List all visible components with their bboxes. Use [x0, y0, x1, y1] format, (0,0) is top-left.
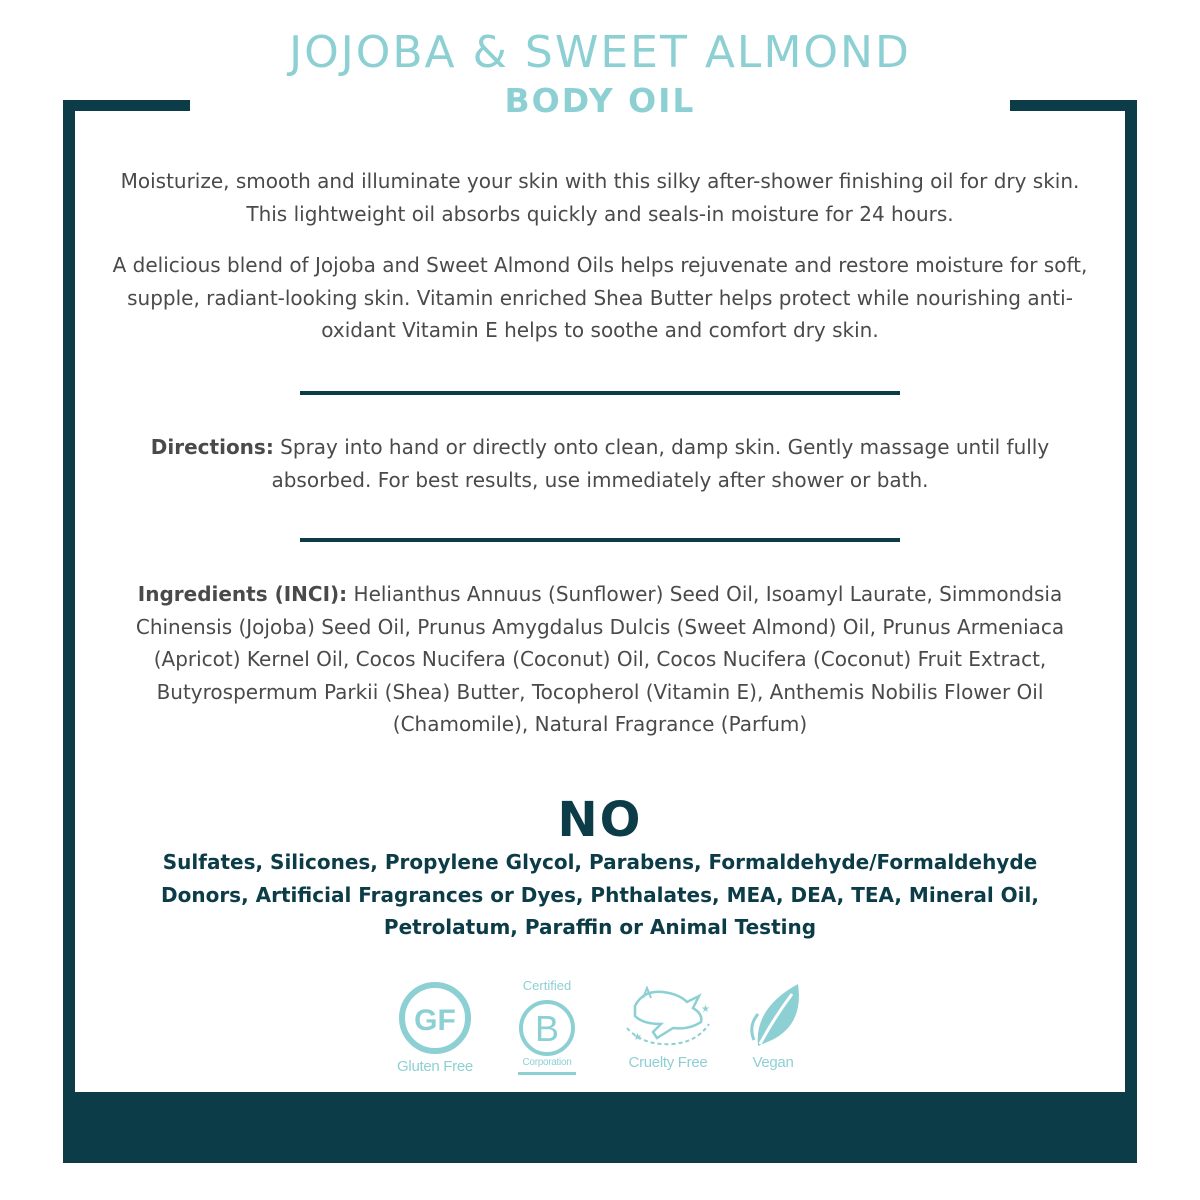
ingredients-label: Ingredients (INCI):: [137, 582, 348, 606]
badge-label: Gluten Free: [397, 1058, 473, 1075]
badge-mark: GF: [414, 1004, 456, 1037]
frame-right-bar: [1125, 100, 1137, 1100]
description-paragraph-1: Moisturize, smooth and illuminate your skin with this silky after-shower finishing oil for dry skin. This lightweight oil absorbs quickly and seals-in moisture for 24 hours.: [120, 169, 1080, 226]
directions-label: Directions:: [150, 435, 274, 459]
b-corp-icon: [492, 994, 602, 1066]
directions-body: Spray into hand or directly onto clean, damp skin. Gently massage until fully absorbed. For best results, use immediately after shower or bath.: [271, 435, 1050, 492]
leaf-icon: [718, 978, 828, 1050]
product-title: JOJOBA & SWEET ALMOND: [289, 27, 911, 78]
badge-top-label: Certified: [522, 978, 572, 993]
badge-gluten-free: [380, 978, 490, 1078]
frame-bottom-band: [63, 1092, 1137, 1163]
leaping-bunny-icon: [613, 978, 723, 1050]
badge-vegan: [718, 978, 828, 1078]
svg-text:★: ★: [701, 1004, 710, 1015]
free-from-list: Sulfates, Silicones, Propylene Glycol, Parabens, Formaldehyde/Formaldehyde Donors, Artificial Fragrances or Dyes, Phthalates, MEA, DEA, TEA, Mineral Oil, Petrolatum, Paraffin or Animal Testing: [161, 850, 1039, 939]
divider: [300, 391, 900, 395]
ingredients-body: Helianthus Annuus (Sunflower) Seed Oil, Isoamyl Laurate, Simmondsia Chinensis (Jojoba) Seed Oil, Prunus Amygdalus Dulcis (Sweet Almond) Oil, Prunus Armeniaca (Apricot) Kernel Oil, Cocos Nucifera (Coconut) Oil, Cocos Nucifera (Coconut) Fruit Extract, Butyrospermum Parkii (Shea) Butter, Tocopherol (Vitamin E), Anthemis Nobilis Flower Oil (Chamomile), Natural Fragrance (Parfum): [135, 582, 1065, 736]
badge-underline: [518, 1072, 576, 1075]
divider: [300, 538, 900, 542]
ingredients-text: [110, 578, 1090, 741]
frame-left-bar: [63, 100, 75, 1100]
badge-label: Corporation: [522, 1057, 572, 1068]
free-from-heading: NO: [557, 792, 643, 848]
badge-label: Cruelty Free: [628, 1054, 708, 1071]
product-subtitle: BODY OIL: [504, 81, 696, 120]
badge-b-corp: [492, 978, 602, 1078]
badge-label: Vegan: [752, 1054, 794, 1071]
svg-text:★: ★: [633, 1032, 642, 1043]
badge-mark: B: [534, 1008, 560, 1049]
gluten-free-icon: [380, 978, 490, 1058]
badge-cruelty-free: [613, 978, 723, 1078]
description-paragraph-2: A delicious blend of Jojoba and Sweet Almond Oils helps rejuvenate and restore moisture for soft, supple, radiant-looking skin. Vitamin enriched Shea Butter helps protect while nourishing anti-oxidant Vitamin E helps to soothe and comfort dry skin.: [112, 253, 1088, 342]
directions-text: [120, 431, 1080, 496]
